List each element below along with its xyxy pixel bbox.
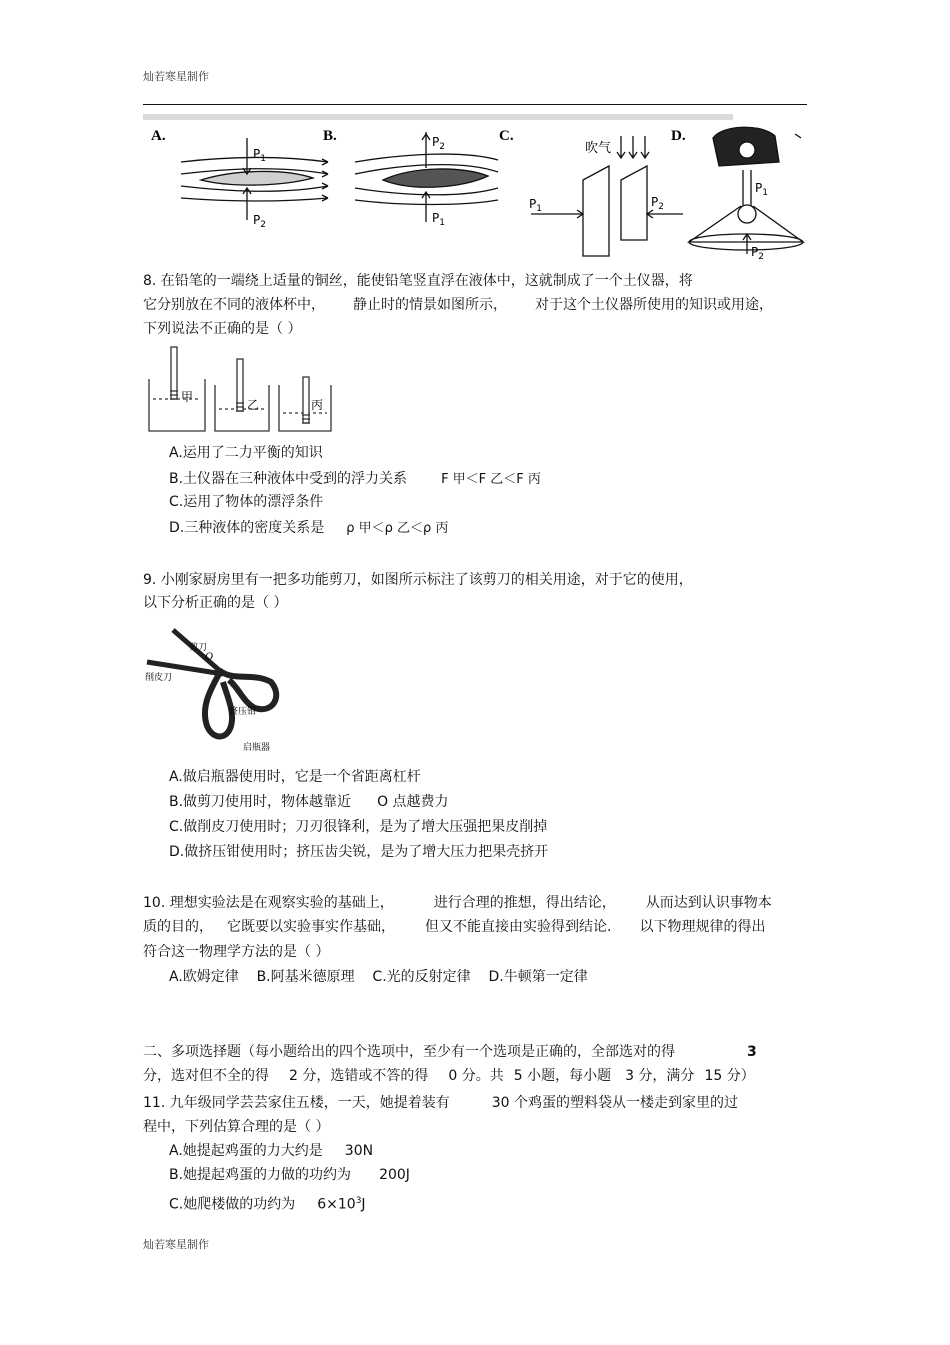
page-footer: 灿若寒星制作 (143, 1238, 209, 1251)
q8-option-d-formula: ρ 甲＜ρ 乙＜ρ 丙 (346, 521, 449, 536)
q7-figure (143, 110, 807, 262)
a-p2-label: $P_2$ (253, 213, 266, 230)
section2-line2-b: 2 分，选错或不答的得 (289, 1068, 429, 1084)
q8-cups-figure (145, 343, 335, 435)
q8-option-d (169, 518, 448, 539)
q10-part-2d: 以下物理规律的得出 (639, 919, 766, 935)
q8-stem-part-c: 对于这个土仪器所使用的知识或用途， (535, 297, 773, 313)
c-p2-label: $P_2$ (651, 195, 664, 212)
q11-option-b-value: 200J (379, 1167, 410, 1183)
section2-heading-line2 (143, 1066, 755, 1086)
q10-part-1b: 进行合理的推想，得出结论， (433, 895, 616, 911)
q8-option-b-text: B.土仪器在三种液体中受到的浮力关系 (169, 471, 408, 487)
option-d-label: D. (671, 128, 686, 144)
q9-stem-line2: 以下分析正确的是（ ） (143, 595, 288, 611)
q11-option-a (169, 1141, 373, 1161)
section2-heading-line1 (143, 1042, 757, 1062)
cup-label-bing: 丙 (311, 398, 324, 412)
q8-option-d-text: D.三种液体的密度关系是 (169, 520, 325, 536)
q11-option-a-text: A.她提起鸡蛋的力大约是 (169, 1143, 323, 1159)
d-p2-label: $P_2$ (751, 245, 764, 262)
q8-stem-line2 (143, 295, 773, 315)
q11-stem-line1 (143, 1093, 738, 1113)
label-o: O (205, 652, 214, 663)
section2-line2-d: 5 小题，每小题 (513, 1068, 612, 1084)
q10-part-1a: 10. 理想实验法是在观察实验的基础上， (143, 895, 394, 911)
q8-option-c: C.运用了物体的漂浮条件 (169, 494, 324, 510)
c-p1-label: $P_1$ (529, 197, 542, 214)
q9-option-b-tail: O 点越费力 (377, 794, 449, 810)
q10-part-2a: 质的目的， (143, 919, 213, 935)
section2-line2-a: 分，选对但不全的得 (143, 1068, 269, 1084)
pivot-point (218, 669, 224, 675)
q9-option-c: C.做削皮刀使用时；刀刃很锋利，是为了增大压强把果皮削掉 (169, 819, 548, 835)
q11-option-c-value: 6×10 (317, 1196, 356, 1213)
wing-b-diagram (355, 132, 498, 222)
option-a-label: A. (151, 128, 166, 144)
q10-part-1c: 从而达到认识事物本 (645, 895, 772, 911)
q8-option-a: A.运用了二力平衡的知识 (169, 445, 323, 461)
q10-stem-line1 (143, 893, 772, 913)
page-header: 灿若寒星制作 (143, 70, 209, 83)
q9-option-a: A.做启瓶器使用时，它是一个省距离杠杆 (169, 769, 421, 785)
q9-option-b (169, 792, 449, 812)
q10-stem-line3: 符合这一物理学方法的是（ ） (143, 944, 330, 960)
q8-stem-line3: 下列说法不正确的是（ ） (143, 321, 302, 337)
section2-line1-text: 二、多项选择题（每小题给出的四个选项中，至少有一个选项是正确的，全部选对的得 (143, 1044, 675, 1060)
option-c-label: C. (499, 128, 514, 144)
q10-options: A.欧姆定律 B.阿基米德原理 C.光的反射定律 D.牛顿第一定律 (169, 969, 588, 985)
section2-line2-f: 15 分） (704, 1068, 755, 1084)
option-b-label: B. (323, 128, 337, 144)
q9-option-d: D.做挤压钳使用时；挤压齿尖锐，是为了增大压力把果壳挤开 (169, 844, 549, 860)
q8-stem-line1: 8. 在铅笔的一端绕上适量的铜丝，能使铅笔竖直浮在液体中，这就制成了一个土仪器，将 (143, 273, 693, 289)
d-p1-label: $P_1$ (755, 181, 768, 198)
label-scissors: 剪刀 (189, 643, 208, 653)
cup-label-jia: 甲 (181, 390, 194, 404)
q9-option-b-text: B.做剪刀使用时，物体越靠近 (169, 794, 352, 810)
q11-option-c-exponent: 3 (355, 1196, 362, 1206)
q8-option-b-formula: F 甲＜F 乙＜F 丙 (441, 472, 541, 487)
funnel-d-diagram (689, 127, 803, 254)
q10-part-2c: 但又不能直接由实验得到结论. (425, 919, 612, 935)
q11-option-b (169, 1165, 410, 1185)
header-rule (143, 104, 807, 105)
b-p1-label: $P_1$ (432, 211, 445, 228)
q10-part-2b: 它既要以实验事实作基础， (227, 919, 395, 935)
label-nutcracker: 挤压钳 (229, 707, 257, 717)
label-peeler: 削皮刀 (145, 673, 173, 683)
q11-option-c-text: C.她爬楼做的功约为 (169, 1196, 296, 1213)
label-opener: 启瓶器 (243, 743, 271, 753)
q11-part-1b: 30 个鸡蛋的塑料袋从一楼走到家里的过 (491, 1095, 738, 1111)
q11-stem-line2: 程中，下列估算合理的是（ ） (143, 1119, 330, 1135)
q11-option-b-text: B.她提起鸡蛋的力做的功约为 (169, 1167, 352, 1183)
q10-stem-line2 (143, 917, 765, 937)
q11-part-1a: 11. 九年级同学芸芸家住五楼，一天，她提着装有 (143, 1095, 450, 1111)
q9-scissors-figure (143, 622, 293, 756)
section2-line2-c: 0 分。共 (448, 1068, 504, 1084)
cup-label-yi: 乙 (247, 398, 260, 412)
q8-option-b (169, 469, 541, 490)
section2-line2-e: 3 分，满分 (625, 1068, 695, 1084)
q11-option-a-value: 30N (344, 1143, 374, 1159)
b-p2-label: $P_2$ (432, 135, 445, 152)
q9-stem-line1: 9. 小刚家厨房里有一把多功能剪刀，如图所示标注了该剪刀的相关用途，对于它的使用， (143, 572, 693, 588)
q8-stem-part-b: 静止时的情景如图所示， (353, 297, 507, 313)
blow-label: 吹气 (585, 141, 612, 156)
q11-option-c-unit: J (361, 1196, 366, 1213)
q8-stem-part-a: 它分别放在不同的液体杯中， (143, 297, 325, 313)
q11-option-c (169, 1191, 366, 1215)
section2-line1-points: 3 (747, 1044, 757, 1060)
a-p1-label: $P_1$ (253, 147, 266, 164)
